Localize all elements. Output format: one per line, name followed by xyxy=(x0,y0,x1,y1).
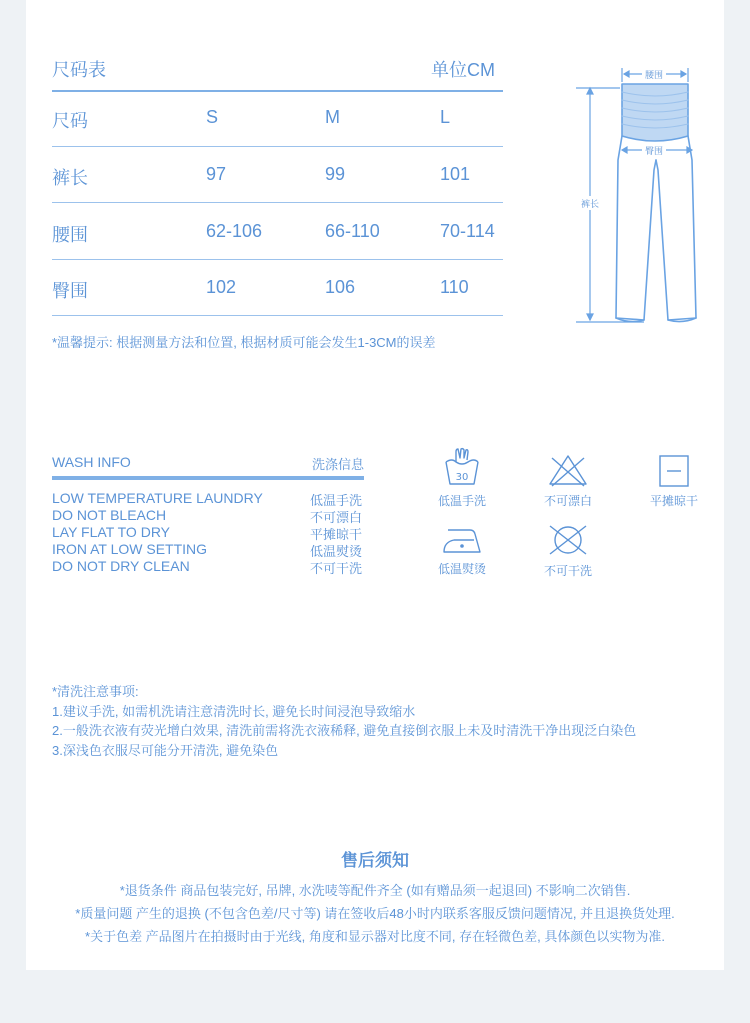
care-notes xyxy=(52,682,636,760)
size-chart-title: 尺码表 xyxy=(52,60,106,80)
after-sale-line: *退货条件 商品包装完好, 吊牌, 水洗唛等配件齐全 (如有赠品须一起退回) 不影响二次销售. xyxy=(119,883,631,898)
length-label: 裤长 xyxy=(580,200,600,210)
table-header-row: 尺码 S M L xyxy=(52,107,451,131)
instruction-zh: 不可干洗 xyxy=(310,561,363,576)
instruction-zh: 平摊晾干 xyxy=(310,527,363,542)
wash-info-title-en: WASH INFO xyxy=(52,454,131,470)
hand-wash-30-icon xyxy=(442,446,482,488)
lay-flat-dry-icon xyxy=(656,454,692,488)
measurement-note: *温馨提示: 根据测量方法和位置, 根据材质可能会发生1-3CM的误差 xyxy=(52,335,436,350)
divider xyxy=(52,90,503,92)
list-item xyxy=(52,541,364,558)
wash-symbol-label: 不可漂白 xyxy=(543,494,592,508)
wash-symbol xyxy=(634,454,714,509)
list-item xyxy=(52,507,364,524)
instruction-en: LOW TEMPERATURE LAUNDRY xyxy=(52,490,263,506)
wash-symbol-label: 平摊晾干 xyxy=(649,494,698,508)
care-notes-title: *清洗注意事项: xyxy=(52,684,139,699)
instruction-en: DO NOT DRY CLEAN xyxy=(52,558,190,574)
size-chart-header xyxy=(52,56,503,82)
iron-low-icon xyxy=(440,524,484,556)
pants-illustration xyxy=(572,60,708,332)
size-chart-unit: 单位CM xyxy=(431,60,495,80)
wash-symbol xyxy=(422,446,502,509)
wash-info-divider xyxy=(52,476,364,480)
divider xyxy=(52,202,503,203)
wash-symbol-label: 低温手洗 xyxy=(437,494,486,508)
no-dry-clean-icon xyxy=(546,522,590,558)
wash-symbol xyxy=(528,452,608,509)
no-bleach-icon xyxy=(546,452,590,488)
wash-symbol-label: 不可干洗 xyxy=(543,564,592,578)
instruction-zh: 低温手洗 xyxy=(310,493,363,508)
after-sale-section xyxy=(26,846,724,948)
instruction-zh: 不可漂白 xyxy=(310,510,363,525)
hip-label: 臀围 xyxy=(644,147,664,157)
row-label: 腰围 xyxy=(52,225,88,245)
row-label: 裤长 xyxy=(52,168,88,188)
care-note-line: 3.深浅色衣服尽可能分开清洗, 避免染色 xyxy=(52,742,279,758)
instruction-en: DO NOT BLEACH xyxy=(52,507,167,523)
wash-symbol xyxy=(528,522,608,579)
after-sale-line: *质量问题 产生的退换 (不包含色差/尺寸等) 请在签收后48小时内联系客服反馈问题情况, 并且退换货处理. xyxy=(75,906,675,921)
instruction-zh: 低温熨烫 xyxy=(310,544,363,559)
list-item xyxy=(52,558,364,575)
table-row: 臀围 102 106 110 xyxy=(52,277,469,301)
list-item xyxy=(52,524,364,541)
list-item xyxy=(52,490,364,507)
wash-instruction-list xyxy=(52,490,364,575)
header-cell: 尺码 xyxy=(52,111,88,131)
wash-info-title-zh: 洗涤信息 xyxy=(311,457,364,472)
waist-label: 腰围 xyxy=(644,71,664,81)
divider xyxy=(52,315,503,316)
after-sale-title: 售后须知 xyxy=(341,851,409,870)
wash-symbol xyxy=(422,524,502,577)
table-row: 腰围 62-106 66-110 70-114 xyxy=(52,221,495,245)
instruction-en: LAY FLAT TO DRY xyxy=(52,524,171,540)
instruction-en: IRON AT LOW SETTING xyxy=(52,541,208,557)
care-note-line: 1.建议手洗, 如需机洗请注意清洗时长, 避免长时间浸泡导致缩水 xyxy=(52,703,416,719)
tub-temperature: 30 xyxy=(455,472,469,483)
pants-measurement-diagram xyxy=(572,60,708,332)
row-label: 臀围 xyxy=(52,281,88,301)
care-note-line: 2.一般洗衣液有荧光增白效果, 清洗前需将洗衣液稀释, 避免直接倒衣服上未及时清洗干净出现泛白染色 xyxy=(52,723,637,738)
divider xyxy=(52,259,503,260)
after-sale-line: *关于色差 产品图片在拍摄时由于光线, 角度和显示器对比度不同, 存在轻微色差, 具体颜色以实物为准. xyxy=(85,929,665,944)
wash-symbol-label: 低温熨烫 xyxy=(437,562,486,576)
divider xyxy=(52,146,503,147)
table-row: 裤长 97 99 101 xyxy=(52,164,471,188)
